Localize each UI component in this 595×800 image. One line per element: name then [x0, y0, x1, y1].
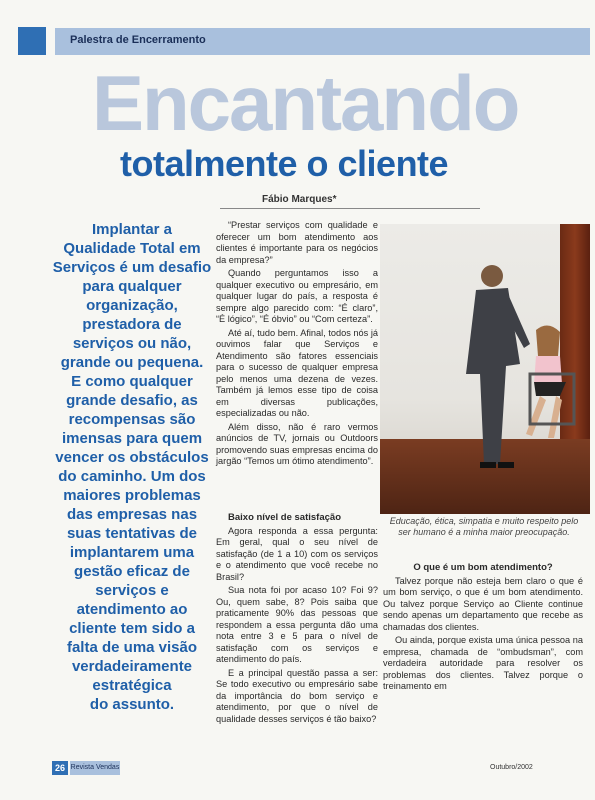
page-number: 26: [52, 761, 68, 775]
photo-caption: Educação, ética, simpatia e muito respeito pelo ser humano é a minha maior preocupação.: [389, 516, 579, 537]
body-column-2: [383, 562, 583, 695]
article-title: Encantando: [92, 59, 519, 147]
lead-paragraph: Implantar a Qualidade Total em Serviços é um desafio para qualquer organização, prestadora de serviços ou não, grande ou pequena. E como qualquer grande desafio, as recompensas são imensas para quem vencer os obstáculos do caminho. Um dos maiores problemas das empresas nas suas tentativas de implantarem uma gestão eficaz de serviços e atendimento ao cliente tem sido a falta de uma visão verdadeiramente estratégica do assunto.: [52, 221, 212, 713]
body-paragraph: Ou ainda, porque exista uma única pessoa na empresa, chamada de “ombudsman”, com verdadeira autoridade para resolver os problemas dos clientes. Talvez porque o treinamento em: [383, 635, 583, 691]
body-paragraph: Além disso, não é raro vermos anúncios de TV, jornais ou Outdoors promovendo suas empresas encima do jargão “Temos um ótimo atendimento”.: [216, 421, 378, 466]
author-byline: Fábio Marques*: [262, 194, 337, 205]
section-heading: Baixo nível de satisfação: [228, 512, 341, 523]
section-label: Palestra de Encerramento: [70, 34, 206, 46]
body-paragraph: “Prestar serviços com qualidade e oferecer um bom atendimento aos clientes é importante para os negócios da empresa?”: [216, 220, 378, 265]
body-paragraph: Agora responda a essa pergunta: Em geral, qual o seu nível de satisfação (de 1 a 10) com os serviços e o atendimento que você recebe no Brasil?: [216, 525, 378, 582]
body-paragraph: Até aí, tudo bem. Afinal, todos nós já ouvimos falar que Serviços e Atendimento são fatores essenciais para o sucesso de qualquer empresa pelo menos uma dezena de vezes. Também já lemos esse tipo de coisa em diversas publicações, especializadas ou não.: [216, 327, 378, 418]
header-square: [18, 27, 46, 55]
issue-date: Outubro/2002: [490, 764, 533, 771]
photo-figures: [380, 224, 590, 514]
body-paragraph: Sua nota foi por acaso 10? Foi 9? Ou, quem sabe, 8? Pois saiba que praticamente 90% das pessoas que respondem a essa pergunta dão uma nota entre 3 e 5 para o nível de satisfação com os serviços e atendimento do país.: [216, 585, 378, 664]
magazine-name: Revista Vendas: [70, 761, 120, 775]
section-heading: O que é um bom atendimento?: [413, 562, 553, 573]
article-photo: [380, 224, 590, 514]
body-paragraph: Talvez porque não esteja bem claro o que é um bom serviço, o que é um bom atendimento. Ou talvez porque Serviço ao Cliente continue sendo apenas um departamento que recebe as chamadas dos clientes.: [383, 575, 583, 632]
body-paragraph: E a principal questão passa a ser: Se todo executivo ou empresário sabe da importância do bom serviço e atendimento, por que o nível de qualidade desses serviços é tão baixo?: [216, 667, 378, 724]
article-subtitle: totalmente o cliente: [120, 143, 449, 184]
body-column-1-continued: [216, 512, 378, 727]
body-column-1: [216, 220, 378, 470]
byline-rule: [220, 208, 480, 209]
body-paragraph: Quando perguntamos isso a qualquer executivo ou empresário, em qualquer lugar do país, a resposta é sempre algo parecido com: “É claro”, “É lógico”, “É óbvio” ou “Com certeza”.: [216, 268, 378, 324]
